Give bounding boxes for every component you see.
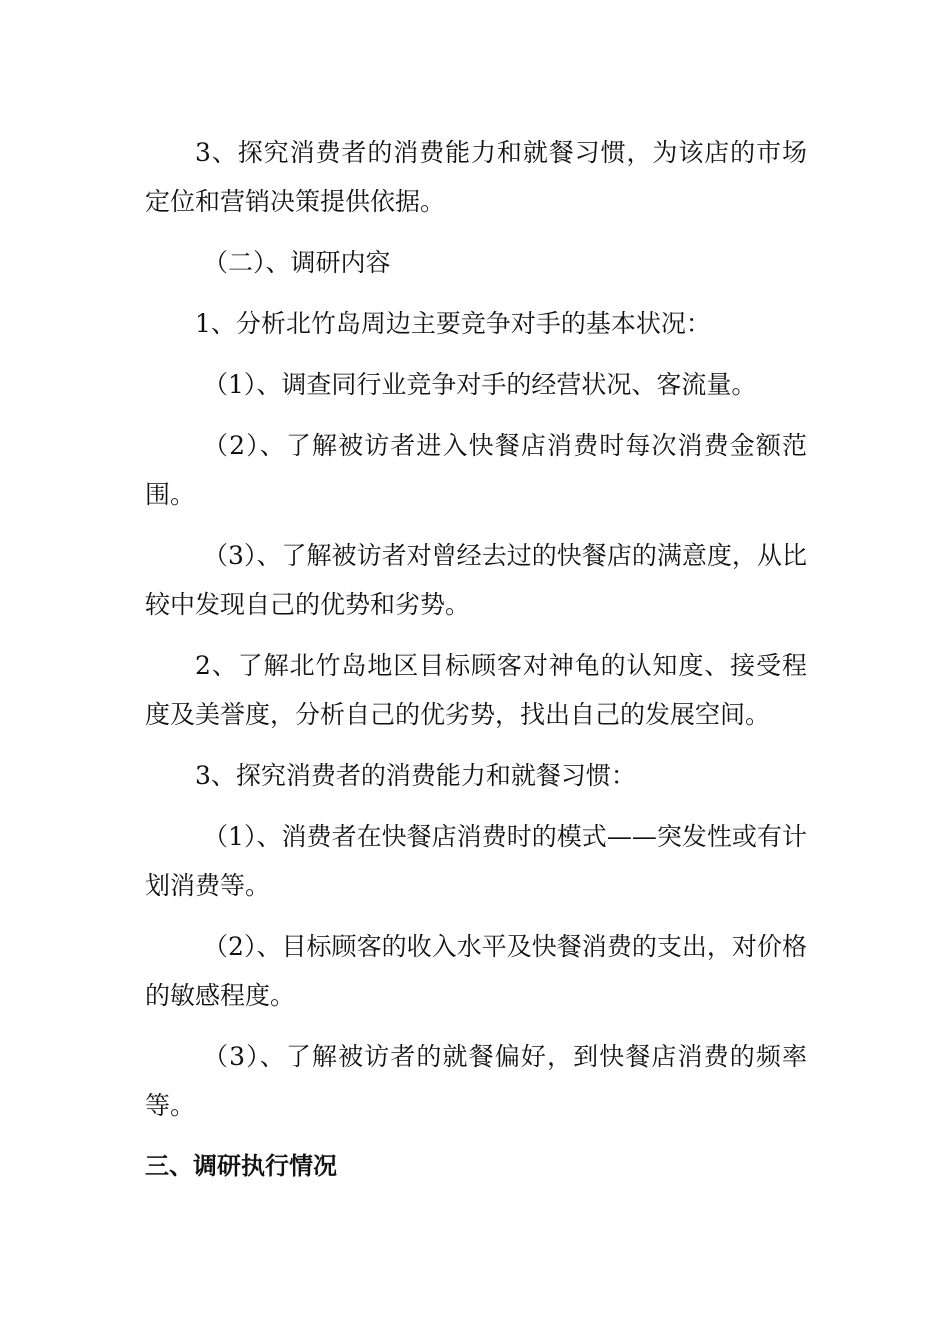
document-body (145, 128, 807, 1191)
paragraph-brand-awareness: 2、了解北竹岛地区目标顾客对神龟的认知度、接受程度及美誉度，分析自己的优劣势，找出自己的发展空间。 (145, 651, 807, 729)
paragraph-consumer-research-goal: 3、探究消费者的消费能力和就餐习惯，为该店的市场定位和营销决策提供依据。 (145, 138, 807, 216)
paragraph-competitor-analysis: 1、分析北竹岛周边主要竞争对手的基本状况： (195, 309, 711, 338)
paragraph-item-consumption-pattern: （1）、消费者在快餐店消费时的模式——突发性或有计划消费等。 (145, 822, 807, 900)
paragraph-item-satisfaction: （3）、了解被访者对曾经去过的快餐店的满意度，从比较中发现自己的优势和劣势。 (145, 541, 807, 619)
paragraph-item-income-price: （2）、目标顾客的收入水平及快餐消费的支出，对价格的敏感程度。 (145, 932, 807, 1010)
paragraph-consumer-habits: 3、探究消费者的消费能力和就餐习惯： (195, 761, 636, 790)
subsection-title-research-content: （二）、调研内容 (203, 248, 391, 277)
paragraph-item-competitor-operations: （1）、调查同行业竞争对手的经营状况、客流量。 (203, 370, 757, 399)
section-heading-research-execution: 三、调研执行情况 (145, 1152, 337, 1180)
paragraph-item-dining-preference: （3）、了解被访者的就餐偏好，到快餐店消费的频率等。 (145, 1042, 807, 1120)
paragraph-item-spending-range: （2）、了解被访者进入快餐店消费时每次消费金额范围。 (145, 431, 807, 509)
